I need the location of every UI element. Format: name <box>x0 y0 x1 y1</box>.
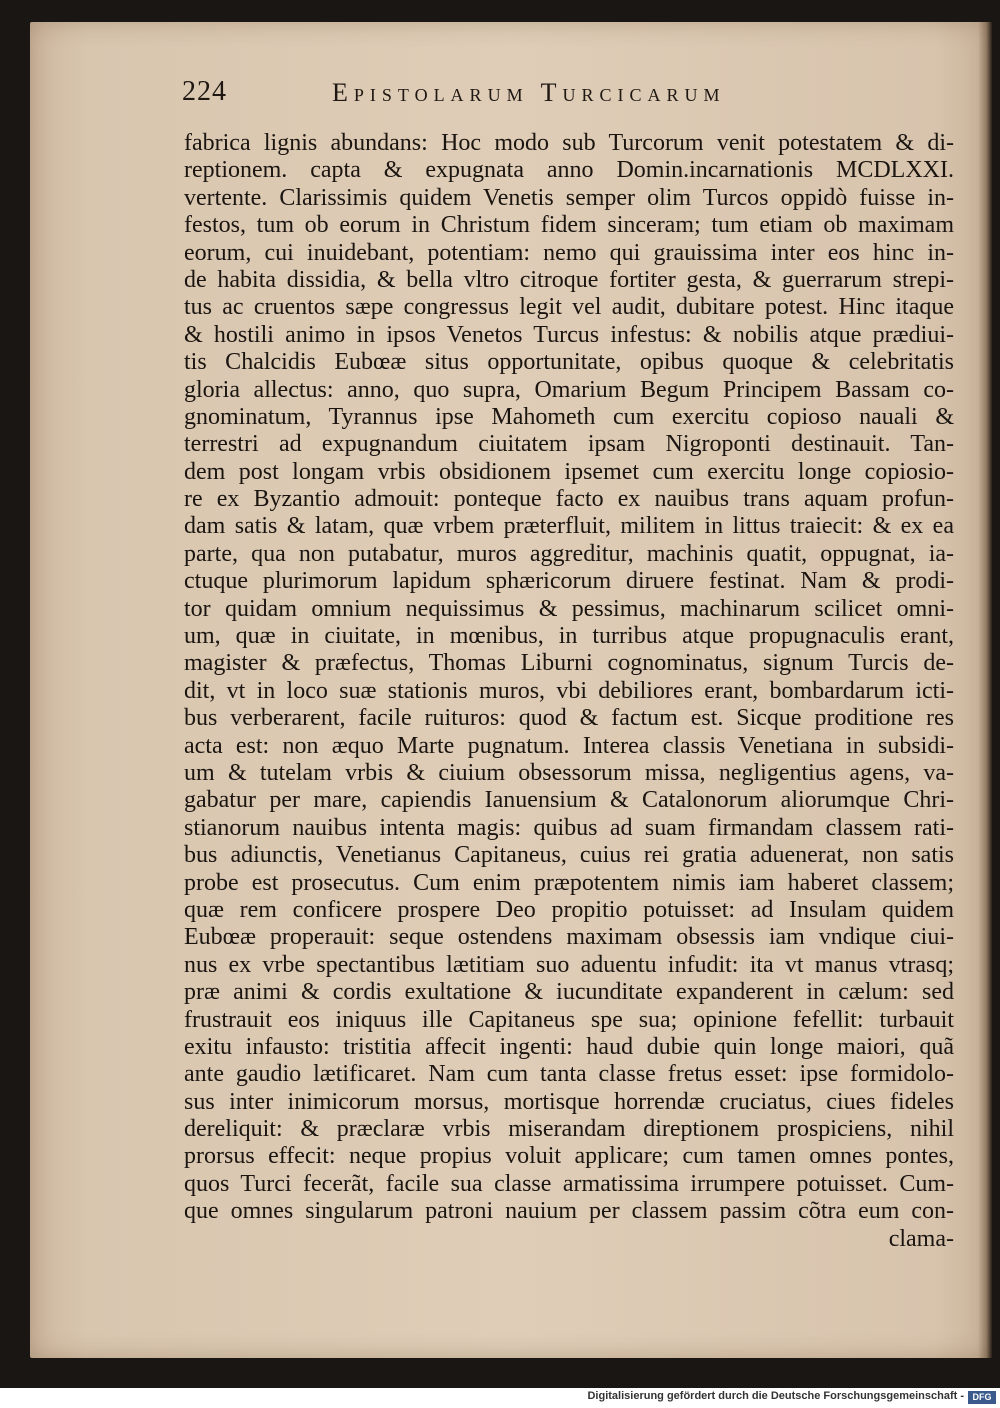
page-edge-shadow <box>978 22 992 1358</box>
text-line: stianorum nauibus intenta magis: quibus ad suam firmandam classem rati- <box>184 814 954 841</box>
text-line: eorum, cui inuidebant, potentiam: nemo qui grauissima inter eos hinc in- <box>184 239 954 266</box>
text-line: vertente. Clarissimis quidem Venetis semper olim Turcos oppidò fuisse in- <box>184 184 954 211</box>
text-line: probe est prosecutus. Cum enim præpotentem nimis iam haberet classem; <box>184 869 954 896</box>
text-line: quos Turci fecerãt, facile sua classe armatissima irrumpere potuisset. Cum- <box>184 1170 954 1197</box>
footer-credit: Digitalisierung gefördert durch die Deutsche Forschungsgemeinschaft - <box>587 1390 964 1402</box>
text-line: reptionem. capta & expugnata anno Domin.incarnationis MCDLXXI. <box>184 157 954 184</box>
text-line: de habita dissidia, & bella vltro citroque fortiter gesta, & guerrarum strepi- <box>184 266 954 293</box>
text-line: ctuque plurimorum lapidum sphæricorum diruere festinat. Nam & prodi- <box>184 568 954 595</box>
dfg-logo-icon[interactable]: DFG <box>968 1391 996 1404</box>
text-line: um & tutelam vrbis & ciuium obsessorum missa, negligentius agens, va- <box>184 759 954 786</box>
text-line: um, quæ in ciuitate, in mœnibus, in turribus atque propugnaculis erant, <box>184 623 954 650</box>
text-line: acta est: non æquo Marte pugnatum. Interea classis Venetiana in subsidi- <box>184 732 954 759</box>
text-line: que omnes singularum patroni nauium per classem passim cõtra eum con- <box>184 1198 954 1225</box>
text-line: nus ex vrbe spectantibus lætitiam suo aduentu infudit: ita vt manus vtrasq; <box>184 951 954 978</box>
text-line: tis Chalcidis Eubœæ situs opportunitate, opibus quoque & celebritatis <box>184 349 954 376</box>
text-line: clama- <box>888 1225 954 1252</box>
page-header <box>182 72 942 112</box>
running-title: Epistolarum Turcicarum <box>332 78 726 107</box>
text-line: dereliquit: & præclaræ vrbis miserandam direptionem prospiciens, nihil <box>184 1116 954 1143</box>
text-line: terrestri ad expugnandum ciuitatem ipsam Nigroponti destinauit. Tan- <box>184 431 954 458</box>
text-line: fabrica lignis abundans: Hoc modo sub Turcorum venit potestatem & di- <box>184 130 954 156</box>
text-line: prorsus effecit: neque propius voluit applicare; cum tamen omnes pontes, <box>184 1143 954 1170</box>
text-line: dam satis & latam, quæ vrbem præterfluit, militem in littus traiecit: & ex ea <box>184 513 954 540</box>
text-line: re ex Byzantio admouit: ponteque facto ex nauibus trans aquam profun- <box>184 486 954 513</box>
body-text <box>184 130 954 1253</box>
text-line: gnominatum, Tyrannus ipse Mahometh cum exercitu copioso nauali & <box>184 403 954 430</box>
text-line: magister & præfectus, Thomas Liburni cognominatus, signum Turcis de- <box>184 650 954 677</box>
text-line: bus verberarent, facile ruituros: quod & factum est. Sicque proditione res <box>184 705 954 732</box>
text-line: tor quidam omnium nequissimus & pessimus, machinarum scilicet omni- <box>184 595 954 622</box>
text-line: dem post longam vrbis obsidionem ipsemet cum exercitu longe copiosio- <box>184 458 954 485</box>
text-line: sus inter inimicorum morsus, mortisque horrendæ cruciatus, ciues fideles <box>184 1088 954 1115</box>
text-line: dit, vt in loco suæ stationis muros, vbi debiliores erant, bombardarum icti- <box>184 677 954 704</box>
text-line: gloria allectus: anno, quo supra, Omarium Begum Principem Bassam co- <box>184 376 954 403</box>
text-line: festos, tum ob eorum in Christum fidem sinceram; tum etiam ob maximam <box>184 212 954 239</box>
text-line: parte, qua non putabatur, muros aggreditur, machinis quatit, oppugnat, ia- <box>184 540 954 567</box>
text-line: bus adiunctis, Venetianus Capitaneus, cuius rei gratia aduenerat, non satis <box>184 842 954 869</box>
page-number: 224 <box>182 76 227 107</box>
text-line: frustrauit eos iniquus ille Capitaneus spe sua; opinione fefellit: turbauit <box>184 1006 954 1033</box>
text-line: gabatur per mare, capiendis Ianuensium & Catalonorum aliorumque Chri- <box>184 787 954 814</box>
text-line: exitu infausto: tristitia affecit ingenti: haud dubie quin longe maiori, quã <box>184 1033 954 1060</box>
footer-bar <box>0 1388 1000 1408</box>
text-line: ante gaudio lætificaret. Nam cum tanta classe fretus esset: ipse formidolo- <box>184 1061 954 1088</box>
text-line: Eubœæ properauit: seque ostendens maximam obsessis iam vndique ciui- <box>184 924 954 951</box>
text-line: tus ac cruentos sæpe congressus legit vel audit, dubitare potest. Hinc itaque <box>184 294 954 321</box>
text-line: quæ rem conficere prospere Deo propitio potuisset: ad Insulam quidem <box>184 896 954 923</box>
text-line: præ animi & cordis exultatione & iucunditate expanderent in cælum: sed <box>184 979 954 1006</box>
text-line: & hostili animo in ipsos Venetos Turcus infestus: & nobilis atque prædiui- <box>184 321 954 348</box>
